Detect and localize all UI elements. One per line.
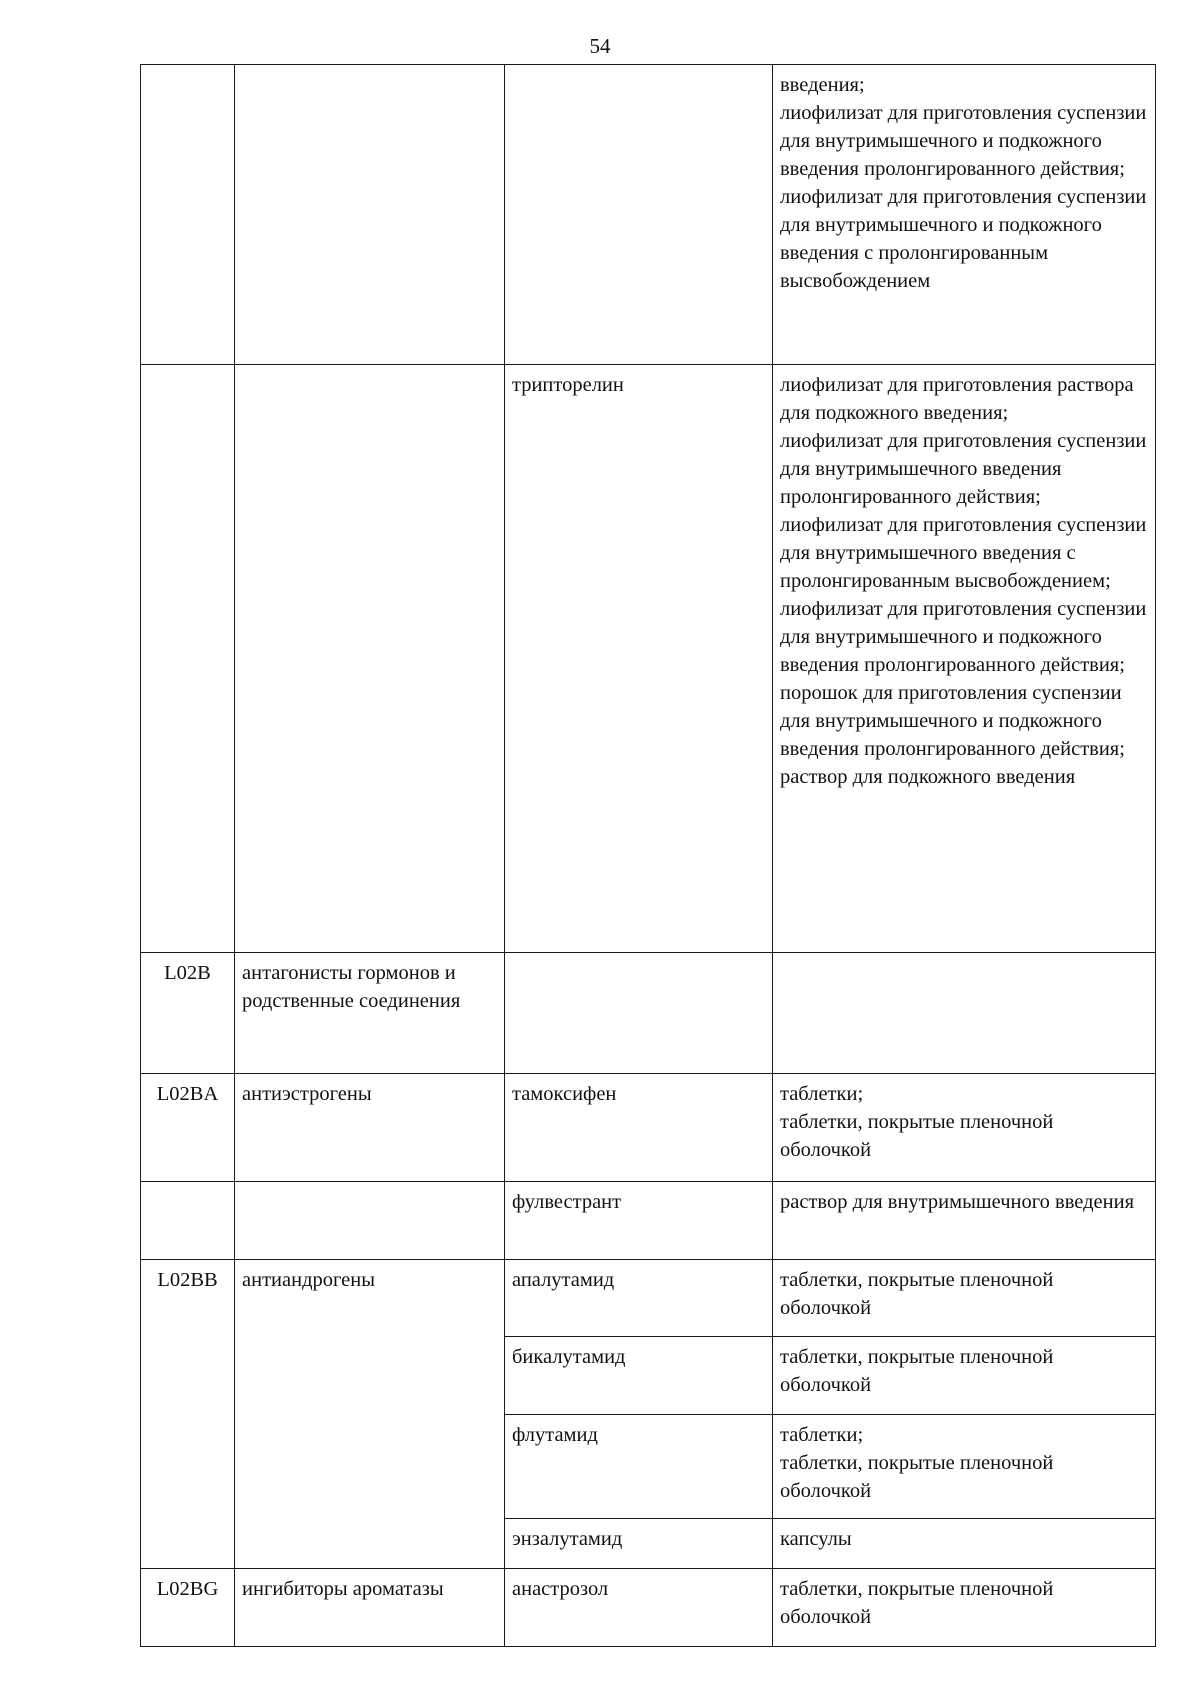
group-cell: антиэстрогены	[235, 1074, 505, 1182]
dosage-forms-cell: раствор для внутримышечного введения	[773, 1182, 1156, 1260]
group-cell	[235, 1182, 505, 1260]
drug-cell: флутамид	[505, 1415, 773, 1519]
group-cell	[235, 365, 505, 953]
drug-cell: апалутамид	[505, 1260, 773, 1337]
drug-table	[140, 64, 1156, 1647]
dosage-forms-cell: введения; лиофилизат для приготовления суспензии для внутримышечного и подкожного введения пролонгированного действия; лиофилизат для приготовления суспензии для внутримышечного и подкожного введения с пролонгированным высвобождением	[773, 65, 1156, 365]
drug-cell: энзалутамид	[505, 1519, 773, 1569]
atc-code-cell: L02BG	[141, 1569, 235, 1647]
drug-cell: тамоксифен	[505, 1074, 773, 1182]
group-cell	[235, 65, 505, 365]
atc-code-cell	[141, 365, 235, 953]
table-row	[141, 1182, 1156, 1260]
table-row	[141, 953, 1156, 1074]
dosage-forms-cell: таблетки; таблетки, покрытые пленочной оболочкой	[773, 1415, 1156, 1519]
drug-cell: трипторелин	[505, 365, 773, 953]
atc-code-cell: L02B	[141, 953, 235, 1074]
table-row	[141, 365, 1156, 953]
group-cell: антиандрогены	[235, 1260, 505, 1569]
dosage-forms-cell	[773, 953, 1156, 1074]
dosage-forms-cell: лиофилизат для приготовления раствора для подкожного введения; лиофилизат для приготовления суспензии для внутримышечного введения пролонгированного действия; лиофилизат для приготовления суспензии для внутримышечного введения с пролонгированным высвобождением; лиофилизат для приготовления суспензии для внутримышечного и подкожного введения пролонгированного действия; порошок для приготовления суспензии для внутримышечного и подкожного введения пролонгированного действия; раствор для подкожного введения	[773, 365, 1156, 953]
group-cell: антагонисты гормонов и родственные соединения	[235, 953, 505, 1074]
dosage-forms-cell: таблетки, покрытые пленочной оболочкой	[773, 1569, 1156, 1647]
dosage-forms-cell: капсулы	[773, 1519, 1156, 1569]
table-row	[141, 1260, 1156, 1337]
table-row	[141, 65, 1156, 365]
atc-code-cell: L02BA	[141, 1074, 235, 1182]
page-number: 54	[589, 34, 611, 58]
dosage-forms-cell: таблетки; таблетки, покрытые пленочной оболочкой	[773, 1074, 1156, 1182]
table-row	[141, 1074, 1156, 1182]
dosage-forms-cell: таблетки, покрытые пленочной оболочкой	[773, 1260, 1156, 1337]
atc-code-cell: L02BB	[141, 1260, 235, 1569]
drug-cell: фулвестрант	[505, 1182, 773, 1260]
drug-cell	[505, 953, 773, 1074]
atc-code-cell	[141, 65, 235, 365]
group-cell: ингибиторы ароматазы	[235, 1569, 505, 1647]
dosage-forms-cell: таблетки, покрытые пленочной оболочкой	[773, 1337, 1156, 1415]
drug-cell	[505, 65, 773, 365]
atc-code-cell	[141, 1182, 235, 1260]
drug-cell: бикалутамид	[505, 1337, 773, 1415]
drug-cell: анастрозол	[505, 1569, 773, 1647]
table-row	[141, 1569, 1156, 1647]
